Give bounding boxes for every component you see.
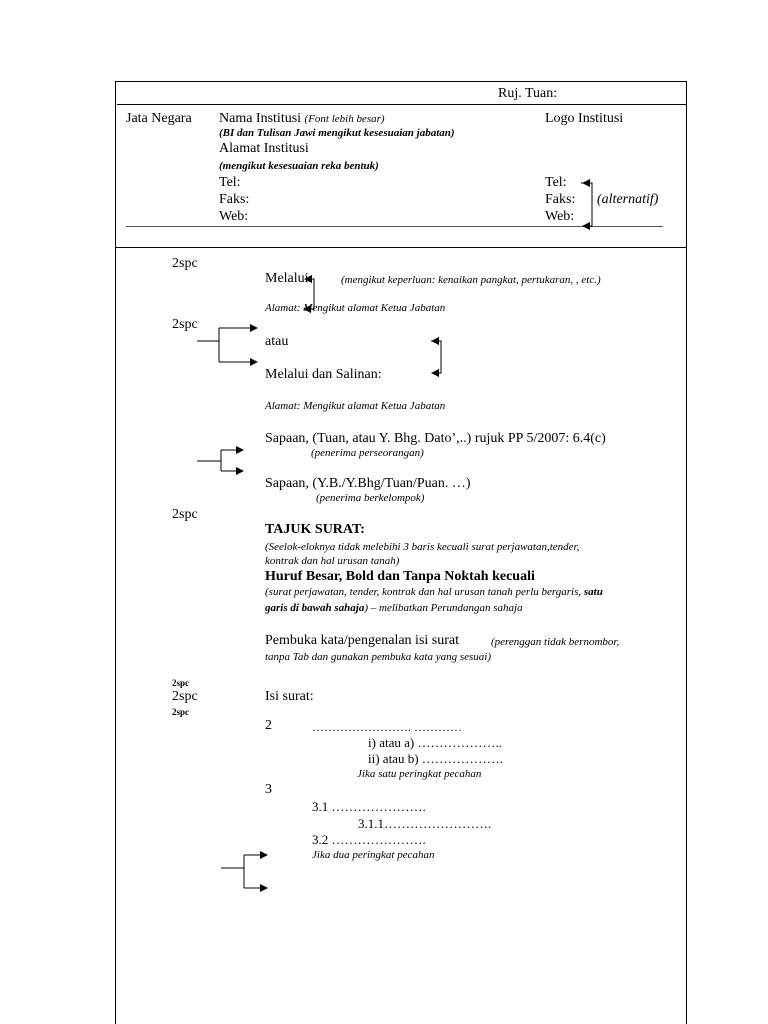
pembuka-note-1: (perenggan tidak bernombor, (491, 636, 620, 648)
web-left: Web: (219, 209, 249, 224)
melalui-note: (mengikut keperluan: kenaikan pangkat, pertukaran, , etc.) (341, 274, 601, 286)
jata-negara: Jata Negara (126, 111, 192, 126)
huruf-besar: Huruf Besar, Bold dan Tanpa Noktah kecuali (265, 569, 535, 584)
spc-label-6: 2spc (172, 707, 190, 717)
sub-i: i) atau a) ……………….. (368, 735, 502, 750)
web-right: Web: (545, 209, 575, 224)
alamat-line-2: Alamat: Mengikut alamat Ketua Jabatan (265, 400, 446, 412)
pembuka-note-2: tanpa Tab dan gunakan pembuka kata yang sesuai) (265, 651, 491, 663)
para-3-2: 3.2 …………………. (312, 832, 426, 847)
tajuk-note-1: (Seelok-eloknya tidak melebihi 3 baris kecuali surat perjawatan,tender, (265, 541, 580, 553)
atau-bracket (431, 341, 441, 373)
dua-peringkat-note: Jika dua peringkat pecahan (312, 849, 435, 861)
melalui-label: Melalui (265, 271, 309, 286)
faks-left: Faks: (219, 192, 250, 207)
tel-left: Tel: (219, 175, 241, 190)
para-2-dots: ……………………. ………… (312, 720, 462, 734)
melalui-salinan: Melalui dan Salinan: (265, 367, 382, 382)
para-3: 3 (265, 782, 272, 797)
spc-label-2: 2spc (172, 317, 198, 332)
satu-peringkat-note: Jika satu peringkat pecahan (357, 768, 482, 780)
tajuk-surat: TAJUK SURAT: (265, 522, 365, 537)
ruj-label: Ruj. Tuan: (498, 86, 558, 101)
alamat-note: (mengikut kesesuaian reka bentuk) (219, 160, 379, 172)
sub-ii: ii) atau b) ………………. (368, 751, 504, 766)
huruf-note-1b: satu (583, 586, 603, 598)
nama-note: (Font lebih besar) (304, 113, 385, 125)
huruf-note-2b: ) – melibatkan Perundangan sahaja (364, 602, 523, 614)
sapaan-perseorangan: Sapaan, (Tuan, atau Y. Bhg. Dato’,..) rujuk PP 5/2007: 6.4(c) (265, 431, 606, 446)
huruf-note-1a: (surat perjawatan, tender, kontrak dan hal urusan tanah perlu bergaris, (265, 586, 584, 598)
sapaan-berkelompok-note: (penerima berkelompok) (316, 492, 425, 504)
alamat-line-1: Alamat: Mengikut alamat Ketua Jabatan (265, 302, 446, 314)
pembuka-kata: Pembuka kata/pengenalan isi surat (265, 633, 459, 648)
sapaan-perseorangan-note: (penerima perseorangan) (311, 447, 424, 459)
spc-label-1: 2spc (172, 256, 198, 271)
melalui-bracket (304, 279, 314, 309)
para-2: 2 (265, 718, 272, 733)
alamat-institusi: Alamat Institusi (219, 141, 309, 156)
para-3-1-1: 3.1.1……………………. (358, 816, 492, 831)
faks-right: Faks: (545, 192, 576, 207)
para-3-1: 3.1 …………………. (312, 799, 426, 814)
tajuk-note-2: kontrak dan hal urusan tanah) (265, 555, 400, 567)
sapaan-berkelompok: Sapaan, (Y.B./Y.Bhg/Tuan/Puan. …) (265, 476, 471, 491)
spc-label-5: 2spc (172, 689, 198, 704)
atau-label: atau (265, 334, 289, 349)
tel-right: Tel: (545, 175, 567, 190)
spc-label-3: 2spc (172, 507, 198, 522)
spc-label-4: 2spc (172, 678, 190, 688)
huruf-note-2a: garis di bawah sahaja (265, 602, 365, 614)
isi-surat: Isi surat: (265, 689, 314, 704)
alternatif-note: (alternatif) (597, 192, 659, 207)
alternatif-bracket (581, 183, 592, 226)
nama-label: Nama Institusi (219, 111, 302, 126)
logo-institusi: Logo Institusi (545, 111, 624, 126)
bi-note: (BI dan Tulisan Jawi mengikut kesesuaian jabatan) (219, 127, 455, 139)
